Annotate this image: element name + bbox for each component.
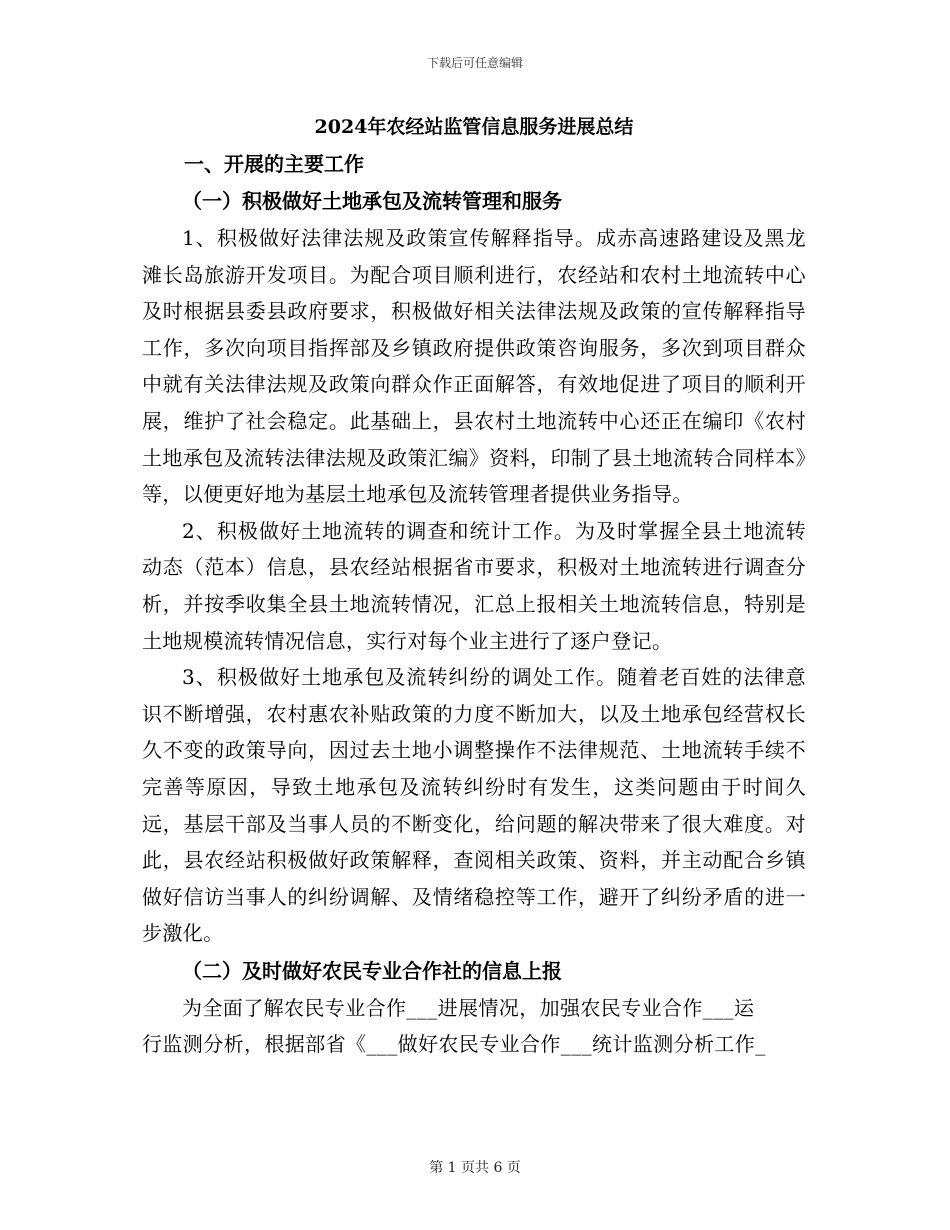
paragraph-law-publicity: 1、积极做好法律法规及政策宣传解释指导。成赤高速路建设及黑龙滩长岛旅游开发项目。为配合项目顺利进行，农经站和农村土地流转中心及时根据县委县政府要求，积极做好相关法律法规及政策的宣传解释指导工作，多次向项目指挥部及乡镇政府提供政策咨询服务，多次到项目群众中就有关法律法规及政策向群众作正面解答，有效地促进了项目的顺利开展，维护了社会稳定。此基础上，县农村土地流转中心还正在编印《农村土地承包及流转法律法规及政策汇编》资料，印制了县土地流转合同样本》等，以便更好地为基层土地承包及流转管理者提供业务指导。 — [142, 226, 806, 507]
subsection-heading-cooperative-info: （二）及时做好农民专业合作社的信息上报 — [182, 958, 562, 983]
paragraph-cooperative-line1: 为全面了解农民专业合作___进展情况，加强农民专业合作___运 — [182, 995, 755, 1020]
paragraph-cooperative-line2: 行监测分析，根据部省《___做好农民专业合作___统计监测分析工作_ — [142, 1032, 766, 1057]
document-body — [142, 108, 806, 1063]
document-title: 2024年农经站监管信息服务进展总结 — [314, 116, 634, 138]
header-note: 下载后可任意编辑 — [426, 56, 523, 70]
page-number: 第 1 页共 6 页 — [429, 1160, 521, 1176]
paragraph-dispute-mediation: 3、积极做好土地承包及流转纠纷的调处工作。随着老百姓的法律意识不断增强，农村惠农补贴政策的力度不断加大，以及土地承包经营权长久不变的政策导向，因过去土地小调整操作不法律规范、土地流转手续不完善等原因，导致土地承包及流转纠纷时有发生，这类问题由于时间久远，基层干部及当事人员的不断变化，给问题的解决带来了很大难度。对此，县农经站积极做好政策解释，查阅相关政策、资料，并主动配合乡镇做好信访当事人的纠纷调解、及情绪稳控等工作，避开了纠纷矛盾的进一步激化。 — [142, 665, 806, 946]
section-heading-main-work: 一、开展的主要工作 — [184, 152, 364, 176]
subsection-heading-land-contract: （一）积极做好土地承包及流转管理和服务 — [182, 189, 562, 213]
paragraph-survey-statistics: 2、积极做好土地流转的调查和统计工作。为及时掌握全县土地流转动态（范本）信息，县农经站根据省市要求，积极对土地流转进行调查分析，并按季收集全县土地流转情况，汇总上报相关土地流转信息，特别是土地规模流转情况信息，实行对每个业主进行了逐户登记。 — [142, 518, 806, 653]
